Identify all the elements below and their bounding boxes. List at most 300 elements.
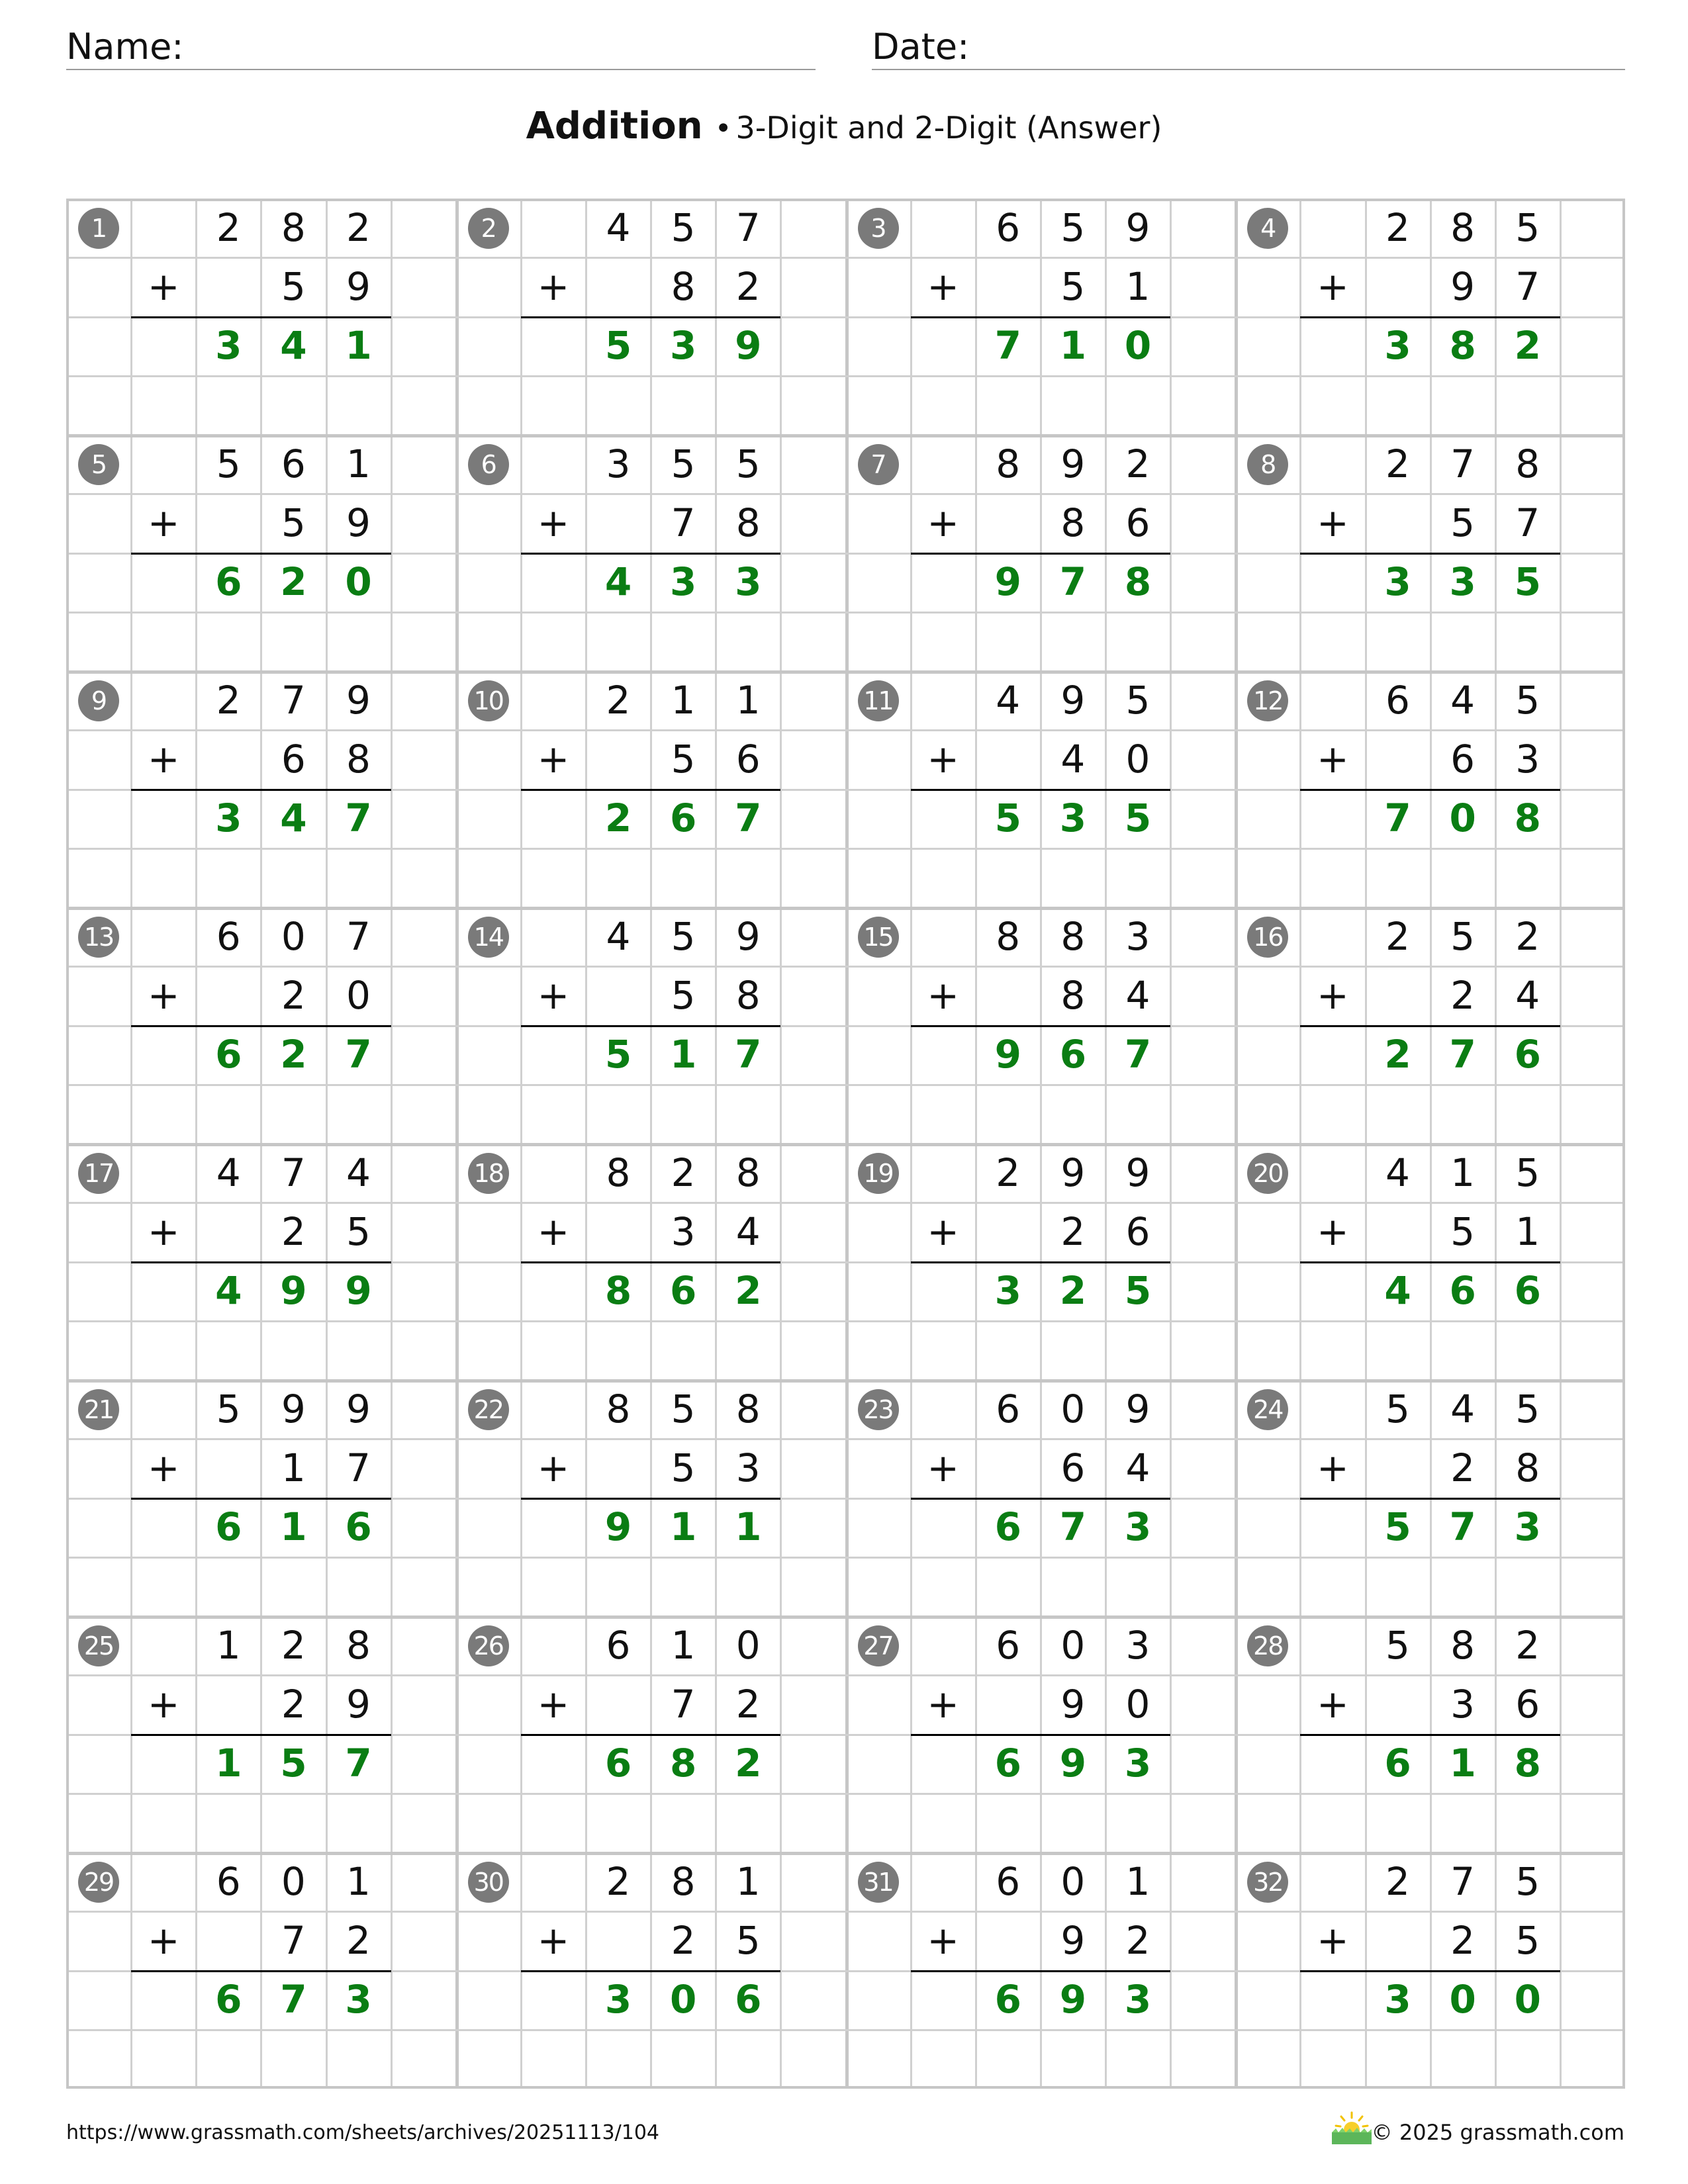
addend-top-digit: 4 [216,1150,241,1195]
problem-31 [846,1852,1236,2089]
addend-bottom-digit: 3 [1515,737,1540,782]
answer-digit: 6 [1514,1032,1541,1077]
addend-top-digit: 5 [1125,678,1150,723]
plus-sign: + [147,264,180,309]
answer-digit: 8 [1449,323,1476,368]
addend-top-digit: 7 [281,678,306,723]
addend-top-digit: 8 [346,1623,371,1668]
addend-bottom-digit: 5 [281,264,306,309]
addend-top-digit: 6 [996,1387,1021,1432]
addend-top-digit: 1 [346,441,371,486]
answer-digit: 5 [604,323,632,368]
plus-sign: + [537,500,570,545]
problem-number-badge: 2 [468,208,509,249]
date-field[interactable] [872,25,1625,70]
addend-top-digit: 4 [1385,1150,1410,1195]
plus-sign: + [1317,500,1349,545]
addend-bottom-digit: 9 [346,1682,371,1727]
answer-digit: 1 [735,1504,762,1549]
addend-bottom-digit: 8 [735,973,761,1018]
addend-bottom-digit: 2 [281,973,306,1018]
plus-sign: + [537,1445,570,1490]
addend-top-digit: 0 [1060,1859,1086,1904]
answer-digit: 1 [1059,323,1087,368]
addend-bottom-digit: 2 [281,1209,306,1254]
answer-digit: 3 [604,1977,632,2022]
addend-bottom-digit: 6 [1125,1209,1150,1254]
answer-digit: 0 [1514,1977,1541,2022]
plus-sign: + [927,1918,959,1963]
addend-bottom-digit: 6 [1060,1445,1086,1490]
answer-digit: 6 [1514,1268,1541,1313]
addend-bottom-digit: 7 [671,500,696,545]
addend-top-digit: 0 [1060,1387,1086,1432]
plus-sign: + [927,264,959,309]
addend-top-digit: 7 [281,1150,306,1195]
addend-bottom-digit: 2 [735,264,761,309]
answer-digit: 3 [215,796,242,841]
problem-number-badge: 4 [1247,208,1288,249]
problem-number-badge: 10 [468,680,509,721]
answer-digit: 3 [1124,1977,1152,2022]
addend-bottom-digit: 6 [1450,737,1476,782]
plus-sign: + [147,500,180,545]
problem-3 [846,199,1236,435]
plus-sign: + [537,973,570,1018]
addend-bottom-digit: 2 [671,1918,696,1963]
answer-digit: 5 [604,1032,632,1077]
answer-digit: 0 [1449,1977,1476,2022]
addend-top-digit: 1 [671,1623,696,1668]
answer-digit: 7 [735,796,762,841]
answer-digit: 6 [1384,1741,1411,1786]
answer-digit: 2 [735,1268,762,1313]
addend-bottom-digit: 7 [1515,264,1540,309]
addend-bottom-digit: 8 [735,500,761,545]
problem-5 [66,435,456,671]
problem-7 [846,435,1236,671]
addend-bottom-digit: 2 [1450,1445,1476,1490]
answer-digit: 6 [1059,1032,1087,1077]
addend-bottom-digit: 0 [346,973,371,1018]
answer-digit: 6 [994,1504,1021,1549]
answer-digit: 6 [345,1504,372,1549]
addend-bottom-digit: 7 [1515,500,1540,545]
plus-sign: + [927,500,959,545]
name-label: Name: [66,26,184,68]
addend-bottom-digit: 5 [671,1445,696,1490]
problem-21 [66,1380,456,1616]
answer-digit: 1 [669,1504,697,1549]
answer-digit: 3 [1449,559,1476,604]
addend-top-digit: 1 [735,1859,761,1904]
addend-bottom-digit: 2 [1125,1918,1150,1963]
addend-top-digit: 6 [996,1623,1021,1668]
addend-top-digit: 5 [1385,1623,1410,1668]
addend-top-digit: 5 [216,441,241,486]
answer-digit: 7 [345,1032,372,1077]
answer-digit: 6 [215,559,242,604]
answer-digit: 6 [215,1032,242,1077]
addend-top-digit: 8 [281,205,306,250]
answer-digit: 4 [215,1268,242,1313]
title-separator: • [714,112,732,146]
answer-digit: 3 [1384,323,1411,368]
addend-top-digit: 5 [671,914,696,959]
addend-top-digit: 3 [1125,1623,1150,1668]
addend-bottom-digit: 9 [346,264,371,309]
plus-sign: + [1317,264,1349,309]
answer-digit: 3 [1514,1504,1541,1549]
addend-top-digit: 2 [606,1859,631,1904]
problem-11 [846,671,1236,907]
addend-bottom-digit: 0 [1125,1682,1150,1727]
addend-top-digit: 2 [1385,205,1410,250]
answer-digit: 9 [994,1032,1021,1077]
addend-top-digit: 5 [671,441,696,486]
answer-digit: 5 [994,796,1021,841]
plus-sign: + [147,973,180,1018]
addend-top-digit: 2 [281,1623,306,1668]
answer-digit: 7 [1449,1032,1476,1077]
answer-digit: 7 [1384,796,1411,841]
problem-number-badge: 5 [78,444,119,485]
problem-30 [456,1852,846,2089]
addend-top-digit: 2 [216,678,241,723]
addend-top-digit: 2 [1125,441,1150,486]
problem-32 [1235,1852,1625,2089]
addend-top-digit: 8 [1515,441,1540,486]
problem-number-badge: 32 [1247,1862,1288,1903]
addend-bottom-digit: 9 [346,500,371,545]
problem-10 [456,671,846,907]
problem-2 [456,199,846,435]
name-field[interactable] [66,25,816,70]
problem-number-badge: 20 [1247,1153,1288,1194]
answer-digit: 2 [604,796,632,841]
addend-bottom-digit: 2 [1450,973,1476,1018]
addend-top-digit: 5 [1060,205,1086,250]
answer-digit: 5 [280,1741,307,1786]
addend-top-digit: 1 [735,678,761,723]
problem-number-badge: 16 [1247,917,1288,958]
answer-digit: 7 [1059,559,1087,604]
answer-digit: 7 [1449,1504,1476,1549]
worksheet-grid [66,199,1625,2089]
problem-number-badge: 8 [1247,444,1288,485]
plus-sign: + [1317,1209,1349,1254]
addend-bottom-digit: 1 [281,1445,306,1490]
problem-28 [1235,1616,1625,1852]
problem-number-badge: 30 [468,1862,509,1903]
answer-digit: 2 [1384,1032,1411,1077]
addend-top-digit: 2 [671,1150,696,1195]
addend-bottom-digit: 5 [281,500,306,545]
addend-top-digit: 1 [216,1623,241,1668]
addend-top-digit: 5 [1515,1387,1540,1432]
addend-top-digit: 8 [735,1150,761,1195]
addend-bottom-digit: 8 [346,737,371,782]
problem-16 [1235,907,1625,1144]
addend-bottom-digit: 5 [1060,264,1086,309]
addend-top-digit: 8 [1450,205,1476,250]
plus-sign: + [147,1918,180,1963]
plus-sign: + [1317,1918,1349,1963]
answer-digit: 7 [345,796,372,841]
addend-top-digit: 7 [735,205,761,250]
problem-number-badge: 11 [858,680,899,721]
answer-digit: 3 [1384,559,1411,604]
problem-1 [66,199,456,435]
answer-digit: 5 [1124,796,1152,841]
addend-bottom-digit: 5 [346,1209,371,1254]
problem-number-badge: 3 [858,208,899,249]
addend-top-digit: 9 [346,1387,371,1432]
addend-bottom-digit: 3 [1450,1682,1476,1727]
addend-bottom-digit: 8 [671,264,696,309]
addend-top-digit: 8 [671,1859,696,1904]
answer-digit: 6 [994,1741,1021,1786]
addend-top-digit: 8 [996,441,1021,486]
addend-bottom-digit: 4 [735,1209,761,1254]
addend-top-digit: 4 [1450,1387,1476,1432]
addend-top-digit: 8 [1060,914,1086,959]
problem-number-badge: 7 [858,444,899,485]
addend-top-digit: 9 [1125,205,1150,250]
problem-number-badge: 27 [858,1625,899,1666]
addend-top-digit: 0 [281,1859,306,1904]
addend-top-digit: 8 [606,1150,631,1195]
plus-sign: + [927,1445,959,1490]
addend-top-digit: 7 [1450,1859,1476,1904]
problem-9 [66,671,456,907]
addend-top-digit: 1 [671,678,696,723]
addend-bottom-digit: 6 [281,737,306,782]
addend-top-digit: 2 [346,205,371,250]
addend-top-digit: 6 [996,1859,1021,1904]
problem-13 [66,907,456,1144]
plus-sign: + [147,1209,180,1254]
problem-number-badge: 29 [78,1862,119,1903]
answer-digit: 2 [280,559,307,604]
answer-digit: 6 [215,1504,242,1549]
answer-digit: 3 [735,559,762,604]
addend-bottom-digit: 3 [671,1209,696,1254]
problem-12 [1235,671,1625,907]
addend-top-digit: 4 [606,205,631,250]
answer-digit: 8 [1514,1741,1541,1786]
addend-top-digit: 5 [671,205,696,250]
answer-digit: 8 [604,1268,632,1313]
answer-digit: 3 [669,559,697,604]
addend-top-digit: 4 [346,1150,371,1195]
addend-top-digit: 5 [1385,1387,1410,1432]
title-subtitle: 3-Digit and 2-Digit (Answer) [735,110,1162,146]
answer-digit: 7 [735,1032,762,1077]
addend-top-digit: 3 [606,441,631,486]
addend-bottom-digit: 5 [1450,1209,1476,1254]
addend-top-digit: 9 [1125,1150,1150,1195]
addend-top-digit: 5 [1515,1859,1540,1904]
answer-digit: 7 [1059,1504,1087,1549]
plus-sign: + [537,1918,570,1963]
addend-bottom-digit: 2 [281,1682,306,1727]
answer-digit: 2 [735,1741,762,1786]
answer-digit: 1 [1449,1741,1476,1786]
answer-digit: 0 [345,559,372,604]
plus-sign: + [537,1209,570,1254]
problem-number-badge: 12 [1247,680,1288,721]
answer-digit: 3 [345,1977,372,2022]
problem-19 [846,1144,1236,1380]
problem-number-badge: 18 [468,1153,509,1194]
addend-top-digit: 8 [1450,1623,1476,1668]
addend-bottom-digit: 9 [1450,264,1476,309]
plus-sign: + [537,264,570,309]
answer-digit: 3 [215,323,242,368]
answer-digit: 8 [1514,796,1541,841]
addend-top-digit: 5 [1515,678,1540,723]
answer-digit: 3 [1059,796,1087,841]
plus-sign: + [927,1209,959,1254]
answer-digit: 7 [345,1741,372,1786]
footer-copyright: © 2025 grassmath.com [1371,2120,1624,2145]
answer-digit: 3 [1384,1977,1411,2022]
addend-top-digit: 5 [735,441,761,486]
addend-top-digit: 9 [1125,1387,1150,1432]
answer-digit: 5 [1514,559,1541,604]
answer-digit: 3 [1124,1741,1152,1786]
answer-digit: 4 [280,323,307,368]
answer-digit: 4 [604,559,632,604]
plus-sign: + [927,1682,959,1727]
addend-top-digit: 8 [996,914,1021,959]
answer-digit: 0 [1124,323,1152,368]
answer-digit: 3 [994,1268,1021,1313]
problem-27 [846,1616,1236,1852]
answer-digit: 6 [994,1977,1021,2022]
addend-top-digit: 2 [1385,914,1410,959]
addend-bottom-digit: 4 [1125,973,1150,1018]
answer-digit: 9 [604,1504,632,1549]
addend-bottom-digit: 5 [671,973,696,1018]
addend-top-digit: 6 [281,441,306,486]
addend-top-digit: 9 [1060,441,1086,486]
answer-digit: 6 [215,1977,242,2022]
answer-digit: 7 [994,323,1021,368]
answer-digit: 1 [669,1032,697,1077]
plus-sign: + [147,1682,180,1727]
plus-sign: + [1317,1445,1349,1490]
date-label: Date: [872,26,970,68]
addend-bottom-digit: 6 [1125,500,1150,545]
plus-sign: + [1317,1682,1349,1727]
answer-digit: 3 [669,323,697,368]
addend-bottom-digit: 7 [346,1445,371,1490]
addend-top-digit: 9 [346,678,371,723]
problem-number-badge: 13 [78,917,119,958]
answer-digit: 1 [280,1504,307,1549]
answer-digit: 2 [1059,1268,1087,1313]
addend-top-digit: 1 [1450,1150,1476,1195]
addend-top-digit: 6 [216,914,241,959]
addend-top-digit: 6 [1385,678,1410,723]
problem-6 [456,435,846,671]
problem-23 [846,1380,1236,1616]
problem-15 [846,907,1236,1144]
problem-number-badge: 28 [1247,1625,1288,1666]
problem-number-badge: 15 [858,917,899,958]
addend-top-digit: 9 [735,914,761,959]
addend-top-digit: 2 [1515,914,1540,959]
addend-bottom-digit: 4 [1125,1445,1150,1490]
problem-25 [66,1616,456,1852]
plus-sign: + [927,973,959,1018]
addend-bottom-digit: 9 [1060,1682,1086,1727]
addend-bottom-digit: 5 [735,1918,761,1963]
problem-number-badge: 19 [858,1153,899,1194]
answer-digit: 9 [1059,1741,1087,1786]
addend-top-digit: 6 [606,1623,631,1668]
addend-top-digit: 9 [281,1387,306,1432]
addend-top-digit: 8 [606,1387,631,1432]
addend-bottom-digit: 8 [1515,1445,1540,1490]
addend-bottom-digit: 8 [1060,973,1086,1018]
answer-digit: 8 [1124,559,1152,604]
addend-top-digit: 0 [1060,1623,1086,1668]
addend-top-digit: 4 [606,914,631,959]
addend-top-digit: 1 [346,1859,371,1904]
answer-digit: 6 [604,1741,632,1786]
addend-bottom-digit: 9 [1060,1918,1086,1963]
grass-sun-logo-icon [1331,2111,1373,2146]
problem-17 [66,1144,456,1380]
answer-digit: 6 [735,1977,762,2022]
addend-top-digit: 0 [281,914,306,959]
problem-29 [66,1852,456,2089]
problem-number-badge: 21 [78,1389,119,1430]
worksheet-title [0,105,1688,148]
problem-number-badge: 31 [858,1862,899,1903]
addend-top-digit: 4 [1450,678,1476,723]
addend-top-digit: 5 [671,1387,696,1432]
addend-bottom-digit: 2 [346,1918,371,1963]
addend-bottom-digit: 2 [735,1682,761,1727]
addend-top-digit: 2 [606,678,631,723]
addend-bottom-digit: 6 [1515,1682,1540,1727]
problem-24 [1235,1380,1625,1616]
addend-top-digit: 6 [996,205,1021,250]
addend-bottom-digit: 7 [281,1918,306,1963]
problem-18 [456,1144,846,1380]
problem-number-badge: 25 [78,1625,119,1666]
answer-digit: 9 [345,1268,372,1313]
addend-bottom-digit: 5 [1450,500,1476,545]
answer-digit: 0 [669,1977,697,2022]
addend-bottom-digit: 6 [735,737,761,782]
answer-digit: 1 [215,1741,242,1786]
addend-top-digit: 2 [1385,1859,1410,1904]
answer-digit: 5 [1384,1504,1411,1549]
addend-top-digit: 5 [1515,205,1540,250]
problem-22 [456,1380,846,1616]
plus-sign: + [147,737,180,782]
answer-digit: 9 [1059,1977,1087,2022]
plus-sign: + [927,737,959,782]
addend-top-digit: 5 [1450,914,1476,959]
addend-top-digit: 6 [216,1859,241,1904]
addend-top-digit: 2 [1385,441,1410,486]
